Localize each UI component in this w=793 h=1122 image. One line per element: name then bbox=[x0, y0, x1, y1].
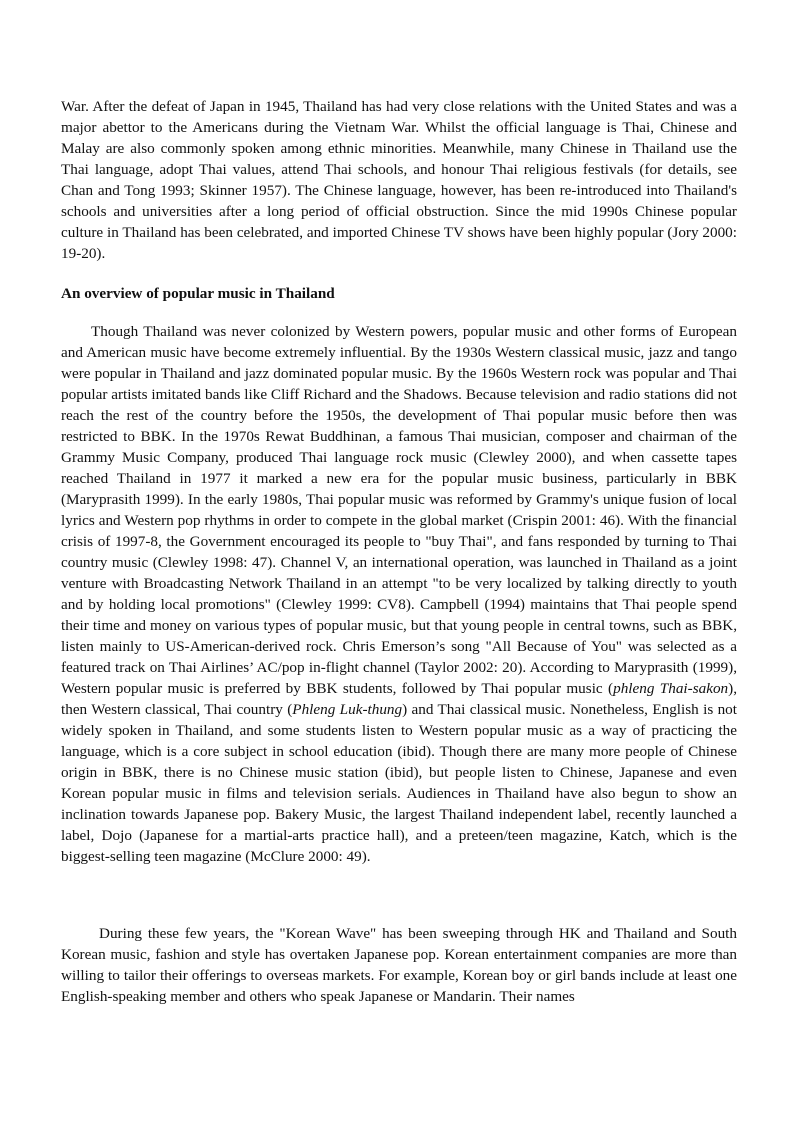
korean-wave-paragraph bbox=[61, 923, 737, 1007]
overview-text-part2: ), then Western classical, Thai country ( bbox=[61, 680, 738, 718]
italic-term-luk-thung: Phleng Luk-thung bbox=[292, 701, 403, 718]
overview-text-part3: ) and Thai classical music. Nonetheless, English is not widely spoken in Thailand, and some students listen to Western popular music as a way of practicing the language, which is a core subject in school education (ibid). Though there are many more people of Chinese origin in BBK, there is no Chinese music station (ibid), but people listen to Chinese, Japanese and even Korean popular music in films and television serials. Audiences in Thailand have also begun to show an inclination towards Japanese pop. Bakery Music, the largest Thailand independent label, recently launched a label, Dojo (Japanese for a martial-arts practice hall), and a preteen/teen magazine, Katch, which is the biggest-selling teen magazine (McClure 2000: 49). bbox=[61, 701, 737, 865]
italic-term-thai-sakon: phleng Thai-sakon bbox=[613, 680, 729, 697]
intro-paragraph-text: War. After the defeat of Japan in 1945, Thailand has had very close relations with the United States and was a major abettor to the Americans during the Vietnam War. Whilst the official language is Thai, Chinese and Malay are also commonly spoken among ethnic minorities. Meanwhile, many Chinese in Thailand use the Thai language, adopt Thai values, attend Thai schools, and honour Thai religious festivals (for details, see Chan and Tong 1993; Skinner 1957). The Chinese language, however, has been re-introduced into Thailand's schools and universities after a long period of official obstruction. Since the mid 1990s Chinese popular culture in Thailand has been celebrated, and imported Chinese TV shows have been highly popular (Jory 2000: 19-20). bbox=[61, 98, 737, 262]
intro-paragraph bbox=[61, 96, 737, 264]
overview-paragraph bbox=[61, 321, 737, 867]
overview-paragraph-text bbox=[61, 321, 737, 867]
korean-wave-paragraph-text: During these few years, the "Korean Wave" has been sweeping through HK and Thailand and South Korean music, fashion and style has overtaken Japanese pop. Korean entertainment companies are more than willing to tailor their offerings to overseas markets. For example, Korean boy or girl bands include at least one English-speaking member and others who speak Japanese or Mandarin. Their names bbox=[61, 925, 737, 1005]
section-heading-text: An overview of popular music in Thailand bbox=[61, 285, 335, 302]
overview-text-part1: Though Thailand was never colonized by Western powers, popular music and other forms of European and American music have become extremely influential. By the 1930s Western classical music, jazz and tango were popular in Thailand and jazz dominated popular music. By the 1960s Western rock was popular and Thai popular artists imitated bands like Cliff Richard and the Shadows. Because television and radio stations did not reach the rest of the country before the 1950s, the development of Thai popular music before then was restricted to BBK. In the 1970s Rewat Buddhinan, a famous Thai musician, composer and chairman of the Grammy Music Company, produced Thai language rock music (Clewley 2000), and when cassette tapes reached Thailand in 1977 it marked a new era for the popular music business, particularly in BBK (Maryprasith 1999). In the early 1980s, Thai popular music was reformed by Grammy's unique fusion of local lyrics and Western pop rhythms in order to compete in the global market (Crispin 2001: 46). With the financial crisis of 1997-8, the Government encouraged its people to "buy Thai", and fans responded by turning to Thai country music (Clewley 1998: 47). Channel V, an international operation, was launched in Thailand as a joint venture with Broadcasting Network Thailand in an attempt "to be very localized by talking directly to youth and by holding local promotions" (Clewley 1999: CV8). Campbell (1994) maintains that Thai people spend their time and money on various types of popular music, but that young people in central towns, such as BBK, listen mainly to US-American-derived rock. Chris Emerson’s song "All Because of You" was selected as a featured track on Thai Airlines’ AC/pop in-flight channel (Taylor 2002: 20). According to Maryprasith (1999), Western popular music is preferred by BBK students, followed by Thai popular music ( bbox=[61, 323, 737, 697]
section-heading bbox=[61, 283, 737, 304]
